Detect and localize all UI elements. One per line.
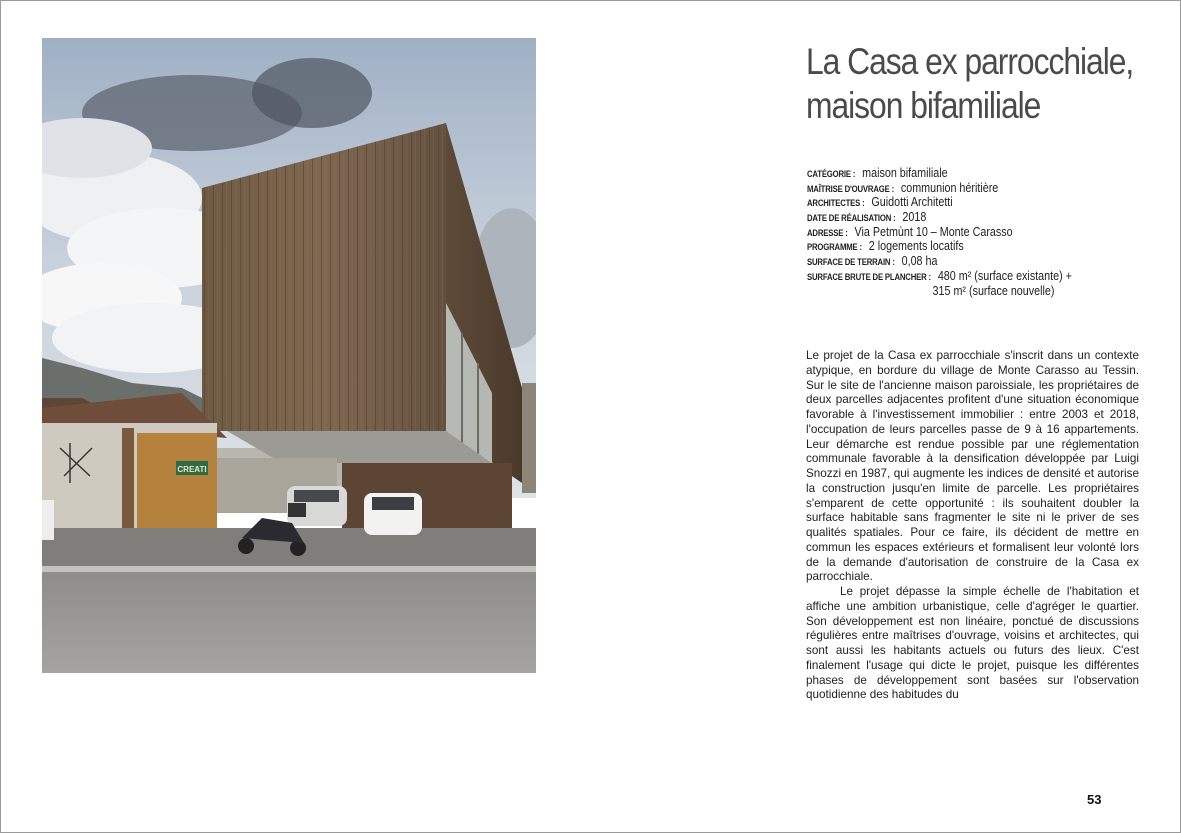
page-title: [806, 40, 1134, 128]
spec-client: MAÎTRISE D'OUVRAGE : communion héritière: [807, 180, 999, 195]
spec-site-area: SURFACE DE TERRAIN : 0,08 ha: [807, 254, 938, 269]
spec-floor-area: SURFACE BRUTE DE PLANCHER : 480 m² (surface existante) +: [807, 268, 1072, 283]
garage-sign-text: CREATI: [177, 465, 207, 474]
spec-floor-area-continued: 315 m² (surface nouvelle): [932, 283, 1055, 298]
paragraph-1: Le projet de la Casa ex parrocchiale s'inscrit dans un contexte atypique, en bordure du village de Monte Carasso au Tessin. Sur le site de l'ancienne maison paroissiale, les propriétaires de deux parcelles adjacentes profitent d'une situation économique favorable à l'investissement immobilier : entre 2003 et 2018, l'occupation de leurs parcelles passe de 9 à 16 appartements. Leur démarche est rendue possible par une réglementation communale favorable à la densification développée par Luigi Snozzi en 1987, qui augmente les indices de densité et autorise la construction jusqu'en limite de parcelle. Les propriétaires s'emparent de cette opportunité : ils souhaitent doubler la surface habitable sans fragmenter le site ni le priver de ses qualités spatiales. Pour ce faire, ils décident de mettre en commun les espaces extérieurs et formalisent leur volonté lors de la demande d'autorisation de construire de la Casa ex parrocchiale.: [806, 349, 1139, 584]
project-specs: [807, 166, 1167, 298]
building-photo: [42, 38, 536, 673]
paragraph-2: Le projet dépasse la simple échelle de l'habitation et affiche une ambition urbanistique, celle d'agréger le quartier. Son développement est non linéaire, ponctué de discussions régulières entre maîtrises d'ouvrage, voisins et architectes, qui sont aussi les habitants actuels ou futurs des lieux. C'est finalement l'usage qui dicte le projet, puisque les différentes phases de développement sont basées sur l'observation quotidienne des habitudes du: [806, 585, 1139, 702]
spec-program: PROGRAMME : 2 logements locatifs: [807, 239, 964, 254]
spec-category: CATÉGORIE : maison bifamiliale: [807, 166, 948, 180]
title-line-1: La Casa ex parrocchiale,: [806, 41, 1134, 82]
spec-address: ADRESSE : Via Petmùnt 10 – Monte Carasso: [807, 224, 1013, 239]
title-line-2: maison bifamiliale: [806, 85, 1041, 126]
spec-date: DATE DE RÉALISATION : 2018: [807, 210, 927, 225]
page-number: 53: [1087, 792, 1102, 807]
spec-architects: ARCHITECTES : Guidotti Architetti: [807, 195, 953, 210]
body-text: [806, 349, 1139, 703]
